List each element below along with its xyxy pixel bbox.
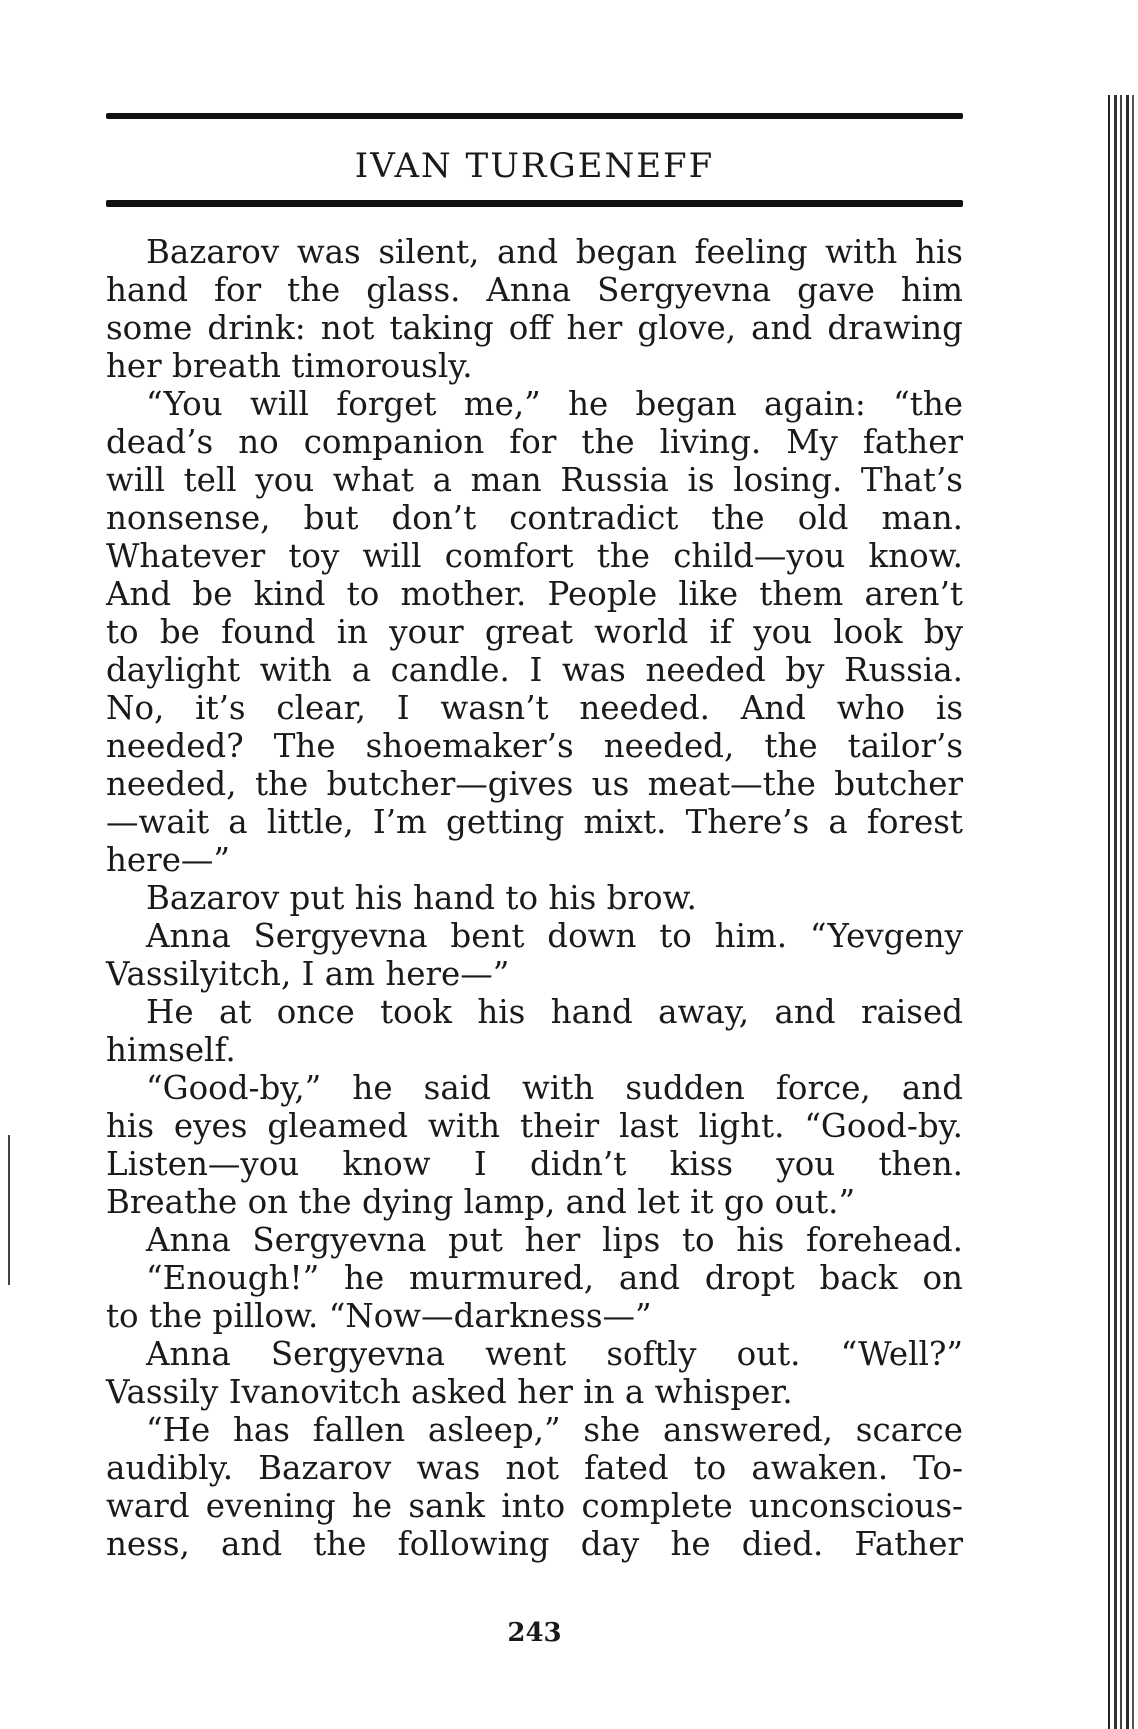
text-line: to the pillow. “Now—darkness—” xyxy=(106,1297,652,1335)
text-line: Anna Sergyevna bent down to him. “Yevgeny xyxy=(146,917,963,955)
header-rule-top xyxy=(106,113,963,119)
text-line: needed? The shoemaker’s needed, the tailor’s xyxy=(106,727,963,765)
text-line: audibly. Bazarov was not fated to awaken. To- xyxy=(106,1449,963,1487)
text-line: himself. xyxy=(106,1031,236,1069)
text-line: needed, the butcher—gives us meat—the butcher xyxy=(106,765,963,803)
header-rule-bottom xyxy=(106,200,963,207)
text-line: his eyes gleamed with their last light. “Good-by. xyxy=(106,1107,963,1145)
text-line: daylight with a candle. I was needed by Russia. xyxy=(106,651,963,689)
text-line: Breathe on the dying lamp, and let it go out.” xyxy=(106,1183,856,1221)
text-line: ward evening he sank into complete unconscious- xyxy=(106,1487,963,1525)
running-title: IVAN TURGENEFF xyxy=(354,146,715,186)
text-line: “He has fallen asleep,” she answered, scarce xyxy=(146,1411,963,1449)
text-line: Bazarov put his hand to his brow. xyxy=(146,879,697,917)
text-line: Bazarov was silent, and began feeling with his xyxy=(146,233,963,271)
page-number: 243 xyxy=(507,1618,562,1648)
text-line: “Enough!” he murmured, and dropt back on xyxy=(146,1259,963,1297)
binding-edge-line xyxy=(1108,95,1110,1729)
text-line: Vassily Ivanovitch asked her in a whisper. xyxy=(106,1373,793,1411)
binding-edge-line xyxy=(1114,95,1117,1729)
binding-edge-line xyxy=(1120,95,1122,1729)
text-line: will tell you what a man Russia is losing. That’s xyxy=(106,461,963,499)
text-line: dead’s no companion for the living. My father xyxy=(106,423,963,461)
text-line: And be kind to mother. People like them aren’t xyxy=(106,575,963,613)
text-line: hand for the glass. Anna Sergyevna gave him xyxy=(106,271,963,309)
text-line: Whatever toy will comfort the child—you know. xyxy=(106,537,963,575)
text-line: No, it’s clear, I wasn’t needed. And who is xyxy=(106,689,963,727)
text-line: “Good-by,” he said with sudden force, and xyxy=(146,1069,963,1107)
text-line: to be found in your great world if you look by xyxy=(106,613,963,651)
body-text xyxy=(106,233,963,1563)
text-line: her breath timorously. xyxy=(106,347,473,385)
binding-edge-line xyxy=(1132,95,1134,1729)
text-line: He at once took his hand away, and raised xyxy=(146,993,963,1031)
text-line: Anna Sergyevna put her lips to his forehead. xyxy=(146,1221,963,1259)
text-line: Vassilyitch, I am here—” xyxy=(106,955,510,993)
margin-mark xyxy=(8,1135,10,1285)
text-line: Listen—you know I didn’t kiss you then. xyxy=(106,1145,963,1183)
text-line: “You will forget me,” he began again: “the xyxy=(146,385,963,423)
text-line: nonsense, but don’t contradict the old man. xyxy=(106,499,963,537)
text-line: Anna Sergyevna went softly out. “Well?” xyxy=(146,1335,963,1373)
text-line: some drink: not taking off her glove, and drawing xyxy=(106,309,963,347)
text-line: ness, and the following day he died. Father xyxy=(106,1525,963,1563)
text-line: —wait a little, I’m getting mixt. There’s a forest xyxy=(106,803,963,841)
text-line: here—” xyxy=(106,841,231,879)
binding-edge-line xyxy=(1126,95,1129,1729)
